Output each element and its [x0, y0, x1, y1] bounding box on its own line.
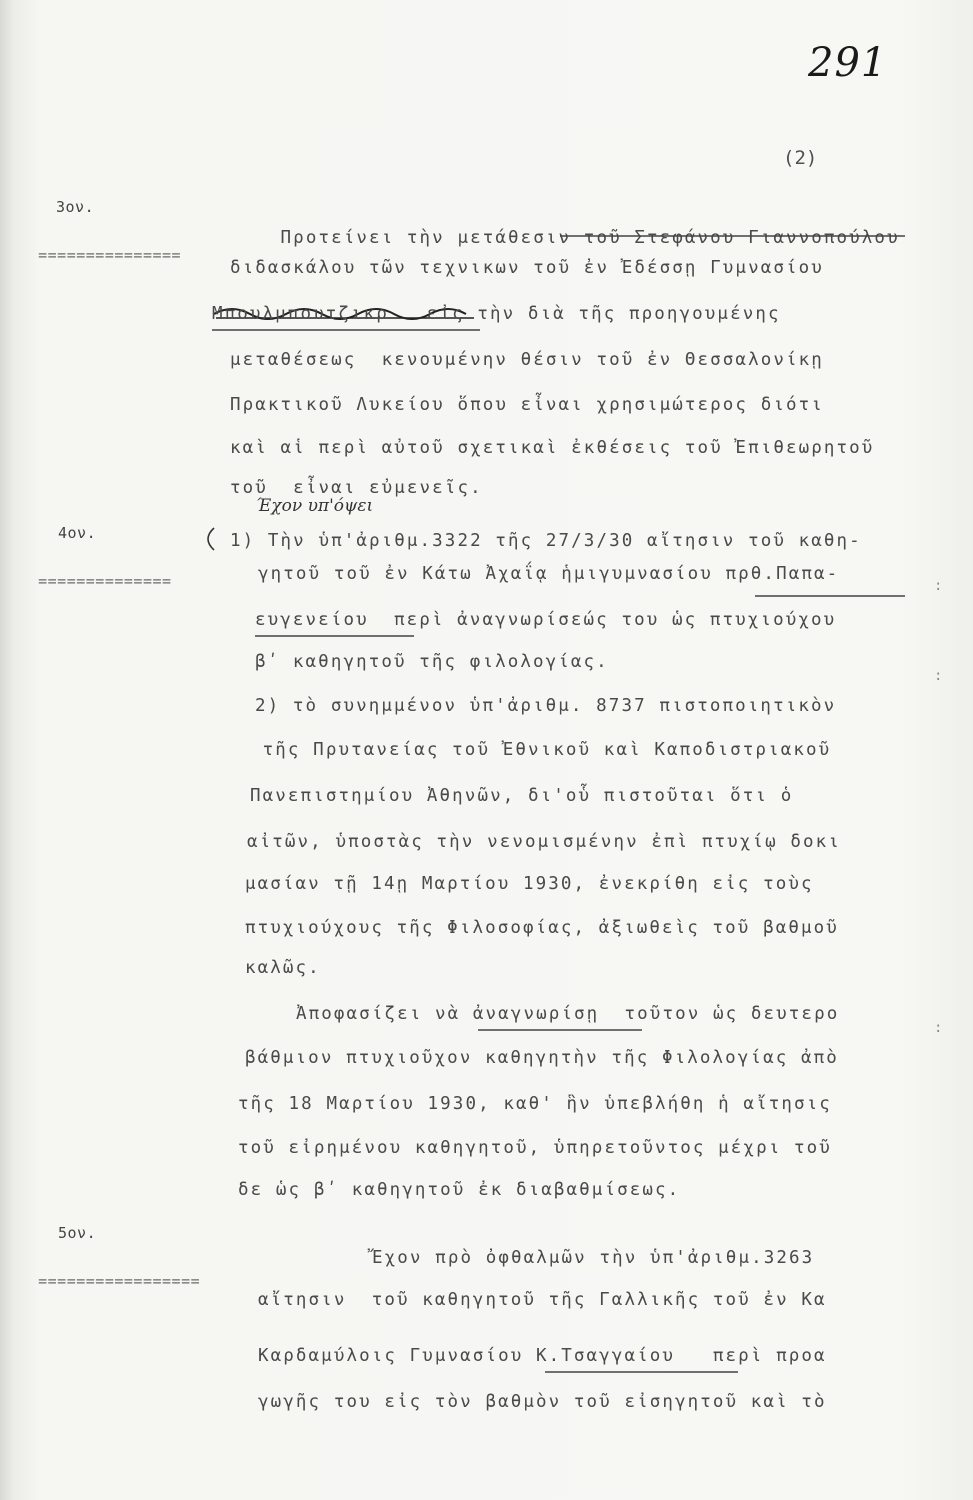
text-line [230, 395, 824, 415]
text-line-content: καλῶς. [245, 958, 321, 978]
section-dashes: =============== [38, 246, 182, 264]
text-line-content: Πρακτικοῦ Λυκείου ὅπου εἶναι χρησιμώτερος διότι [230, 395, 824, 415]
text-line [255, 610, 836, 630]
text-line-content: Ἀποφασίζει νὰ ἀναγνωρίσῃ τοῦτον ὡς δευτερο [296, 1004, 840, 1024]
text-line [255, 652, 609, 672]
text-line-content: διδασκάλου τῶν τεχνικων τοῦ ἐν Ἐδέσσῃ Γυμνασίου [230, 258, 824, 278]
text-line [238, 1138, 832, 1158]
text-line-content: 1) Τὴν ὑπ'ἀριθμ.3322 τῆς 27/3/30 αἴτησιν τοῦ καθη- [230, 531, 862, 551]
text-line [230, 350, 824, 370]
text-line-content: Καρδαμύλοις Γυμνασίου Κ.Τσαγγαίου περὶ προα [258, 1346, 827, 1366]
text-line [250, 786, 793, 806]
edge-mark: : [934, 1020, 943, 1036]
text-line [258, 1290, 827, 1310]
text-line [258, 564, 839, 584]
text-line-content: γητοῦ τοῦ ἐν Κάτω Ἀχαΐᾳ ἡμιγυμνασίου πρθ.Παπα- [258, 564, 840, 584]
text-line-content: γωγῆς του εἰς τὸν βαθμὸν τοῦ εἰσηγητοῦ καὶ τὸ [258, 1392, 827, 1412]
text-line [245, 874, 814, 894]
text-line [247, 832, 841, 852]
section-marker-5 [0, 1224, 201, 1308]
text-line-content: τοῦ εἰρημένου καθηγητοῦ, ὑπηρετοῦντος μέχρι τοῦ [238, 1138, 832, 1158]
text-line-content: βάθμιον πτυχιοῦχον καθηγητὴν τῆς Φιλολογίας ἀπὸ [245, 1048, 839, 1068]
handwritten-note: Έχον υπ'όψει [256, 496, 374, 516]
text-line-content: αἰτῶν, ὑποστὰς τὴν νενομισμένην ἐπὶ πτυχίῳ δοκι [247, 832, 841, 852]
text-line [230, 478, 483, 498]
folio-number: 291 [808, 40, 888, 86]
text-line-content: καὶ αἱ περὶ αὐτοῦ σχετικαὶ ἐκθέσεις τοῦ Ἐπιθεωρητοῦ [230, 438, 875, 458]
edge-mark: : [934, 668, 943, 684]
text-line-content: Ἔχον πρὸ ὀφθαλμῶν τὴν ὑπ'ἀριθμ.3263 [372, 1248, 815, 1268]
section-label: 5ον. [58, 1224, 97, 1242]
text-line-content: μασίαν τῇ 14ῃ Μαρτίου 1930, ἐνεκρίθη εἰς τοὺς [245, 874, 814, 894]
text-line-content: βʹ καθηγητοῦ τῆς φιλολογίας. [255, 652, 609, 672]
text-line [250, 740, 831, 760]
text-line-content: αἴτησιν τοῦ καθηγητοῦ τῆς Γαλλικῆς τοῦ ἐν Κα [258, 1290, 827, 1310]
text-line-content: τῆς Πρυτανείας τοῦ Ἐθνικοῦ καὶ Καποδιστριακοῦ [250, 740, 832, 760]
text-line [258, 1346, 827, 1366]
text-line [245, 918, 839, 938]
text-line [255, 696, 836, 716]
text-line [238, 1094, 832, 1114]
text-line-content: 2) τὸ συνημμένον ὑπ'ἀριθμ. 8737 πιστοποιητικὸν [255, 696, 837, 716]
text-line [372, 1248, 814, 1268]
text-line-content: πτυχιούχους τῆς Φιλοσοφίας, ἀξιωθεὶς τοῦ βαθμοῦ [245, 918, 839, 938]
text-line-content: ευγενείου περὶ ἀναγνωρίσεώς του ὡς πτυχιούχου [255, 610, 837, 630]
text-line [245, 958, 321, 978]
section-dashes: ============== [38, 572, 172, 590]
text-line-content: Μπουλμπουτζικρ εἰς τὴν διὰ τῆς προηγουμένης [212, 304, 781, 324]
section-label: 3ον. [56, 198, 95, 216]
section-label: 4ον. [58, 524, 97, 542]
text-line-content: δε ὡς βʹ καθηγητοῦ ἐκ διαβαθμίσεως. [238, 1180, 681, 1200]
page-number: (2) [783, 147, 818, 169]
text-line-content: Πανεπιστημίου Ἀθηνῶν, δι'οὗ πιστοῦται ὅτι ὁ [250, 786, 794, 806]
section-marker-4 [0, 524, 172, 608]
text-line-content: τοῦ εἶναι εὐμενεῖς. [230, 478, 483, 498]
text-line [245, 1048, 839, 1068]
text-line [238, 1180, 680, 1200]
text-line-content: Προτείνει τὴν μετάθεσιν τοῦ Στεφάνου Γιαννοπούλου [280, 228, 900, 248]
section-marker-3 [0, 198, 182, 282]
text-line-content: μεταθέσεως κενουμένην θέσιν τοῦ ἐν Θεσσαλονίκῃ [230, 350, 824, 370]
text-line [230, 531, 862, 551]
section-dashes: ================= [38, 1272, 201, 1290]
text-line [296, 1004, 839, 1024]
text-line [230, 258, 824, 278]
text-line-content: τῆς 18 Μαρτίου 1930, καθ' ἣν ὑπεβλήθη ἡ αἴτησις [238, 1094, 832, 1114]
text-line [212, 304, 781, 324]
text-line [230, 438, 874, 458]
edge-mark: : [934, 578, 943, 594]
text-line [258, 1392, 827, 1412]
